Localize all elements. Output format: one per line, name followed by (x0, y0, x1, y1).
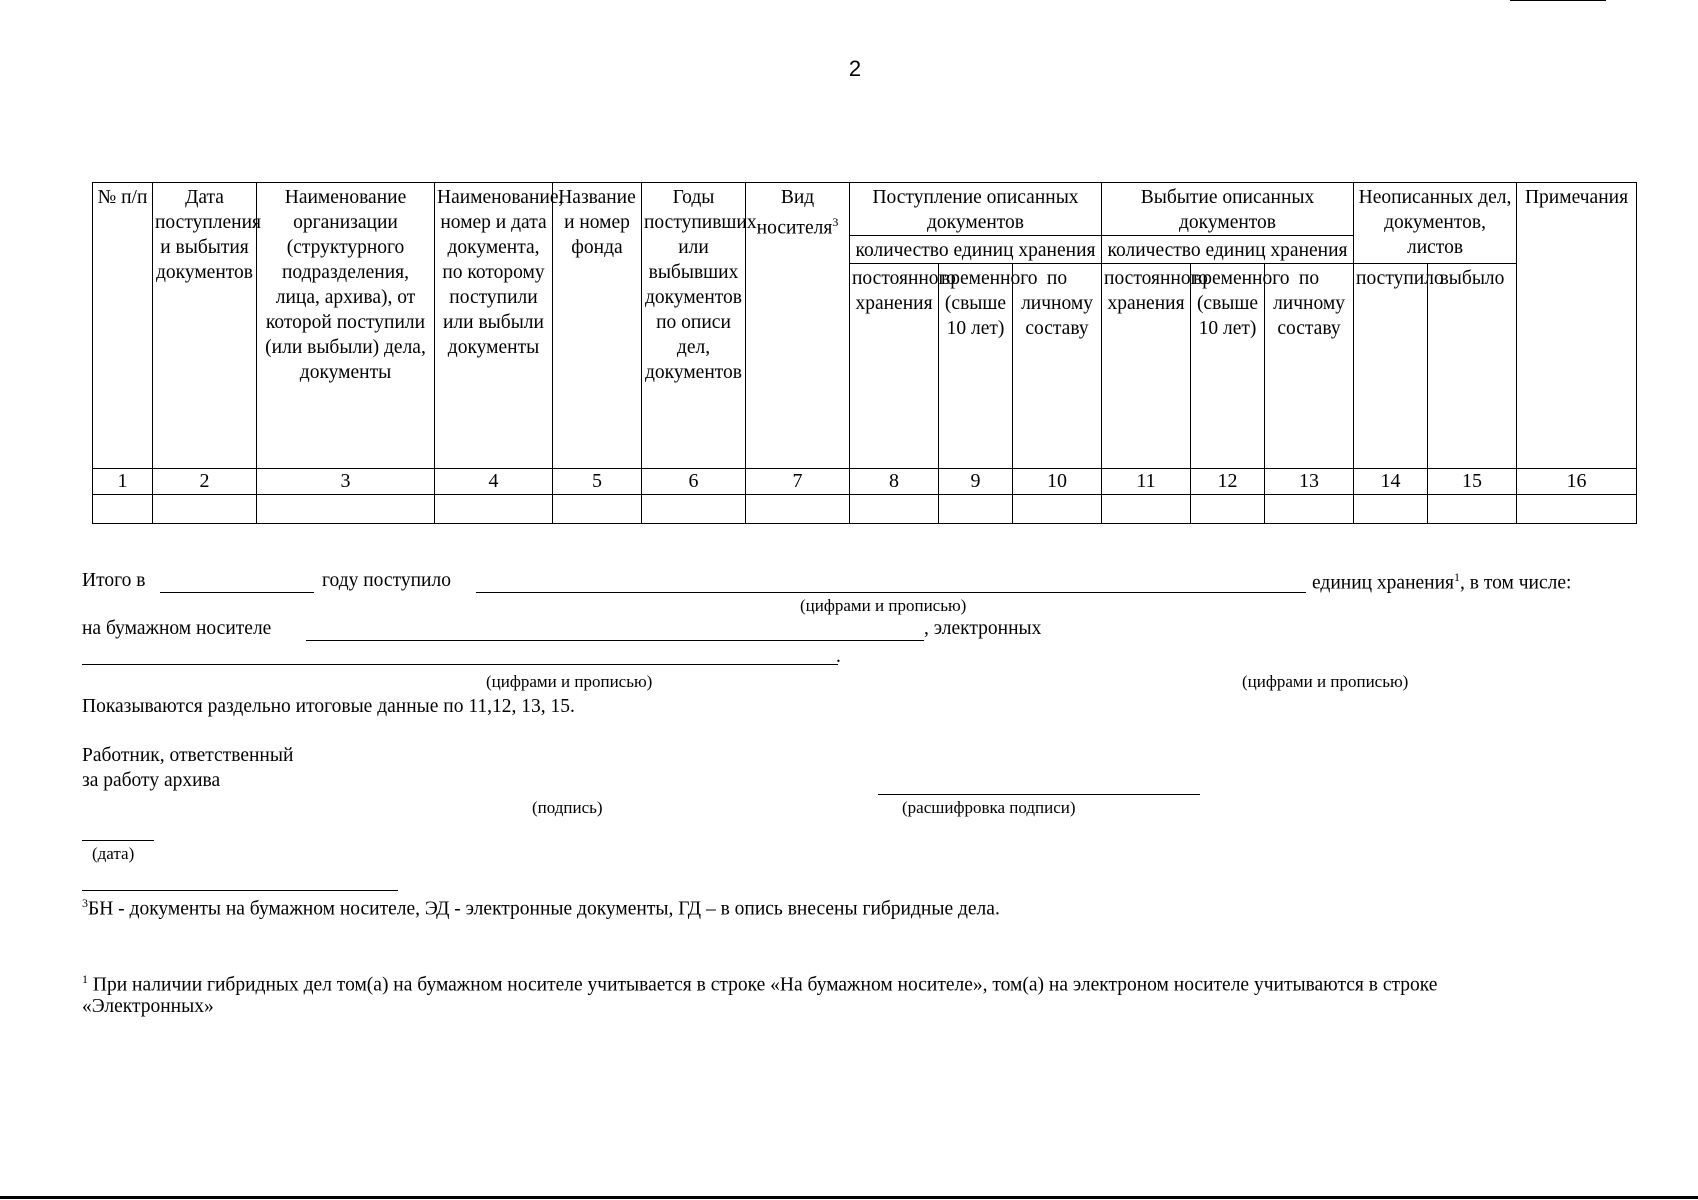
table-cell[interactable] (153, 495, 257, 524)
col-number: 10 (1013, 469, 1102, 495)
totals-itogo-label: Итого в (82, 570, 146, 591)
electronic-blank-line[interactable] (82, 664, 838, 665)
table-cell[interactable] (257, 495, 435, 524)
table-cell[interactable] (553, 495, 642, 524)
header-group-departure: Выбытие описанных документов (1102, 183, 1354, 236)
col-number: 2 (153, 469, 257, 495)
table-cell[interactable] (746, 495, 850, 524)
year-blank-line[interactable] (160, 592, 314, 593)
header-col-4: Наименование, номер и дата документа, по которому поступили или выбыли документы (435, 183, 553, 469)
col-number: 8 (850, 469, 939, 495)
signature-decode-hint: (расшифровка подписи) (902, 798, 1076, 817)
electronic-hint: (цифрами и прописью) (1242, 672, 1409, 691)
signature-hint: (подпись) (532, 798, 603, 817)
col-number: 14 (1354, 469, 1428, 495)
table-cell[interactable] (1102, 495, 1191, 524)
electronic-period: . (836, 646, 841, 667)
col-number: 12 (1191, 469, 1265, 495)
responsible-label-line1: Работник, ответственный (82, 745, 294, 766)
footnote-3: $^3$БН - документы на бумажном носителе, ЭД - электронные документы, ГД – в опись внесены гибридные дела. (82, 896, 1000, 920)
separate-totals-note: Показываются раздельно итоговые данные по 11,12, 13, 15. (82, 696, 575, 717)
column-number-row (93, 469, 1637, 495)
header-col-6: Годы поступивших или выбывших документов по описи дел, документов (642, 183, 746, 469)
col-number: 7 (746, 469, 850, 495)
registration-table (92, 182, 1637, 524)
electronic-label: , электронных (924, 618, 1042, 639)
header-col-1: № п/п (93, 183, 153, 469)
page-number: 2 (848, 56, 862, 81)
table-cell[interactable] (93, 495, 153, 524)
header-arrival-count: количество единиц хранения (850, 236, 1102, 264)
col-number: 3 (257, 469, 435, 495)
header-group-undescribed: Неописанных дел, документов, листов (1354, 183, 1517, 264)
page-bottom-edge (0, 1196, 1698, 1199)
header-col-3: Наименование организации (структурного подразделения, лица, архива), от которой поступили (или выбыли) дела, документы (257, 183, 435, 469)
date-blank-line[interactable] (82, 840, 154, 841)
col-number: 4 (435, 469, 553, 495)
col-number: 16 (1517, 469, 1637, 495)
col-number: 5 (553, 469, 642, 495)
col-number: 1 (93, 469, 153, 495)
header-col-11: постоянного хранения (1102, 264, 1191, 469)
header-col-14: поступило (1354, 264, 1428, 469)
table-cell[interactable] (435, 495, 553, 524)
table-cell[interactable] (1265, 495, 1354, 524)
header-group-arrival: Поступление описанных документов (850, 183, 1102, 236)
footnote-separator (82, 890, 398, 891)
col-number: 9 (939, 469, 1013, 495)
table-cell[interactable] (1191, 495, 1265, 524)
paper-blank-line[interactable] (306, 640, 924, 641)
paper-label: на бумажном носителе (82, 618, 272, 639)
empty-data-row[interactable] (93, 495, 1637, 524)
total-count-hint: (цифрами и прописью) (800, 596, 967, 615)
header-col-13: по личному составу (1265, 264, 1354, 469)
table-cell[interactable] (1013, 495, 1102, 524)
paper-hint: (цифрами и прописью) (486, 672, 653, 691)
totals-units-label: единиц хранения$^1$, в том числе: (1312, 570, 1572, 594)
header-col-12: временного (свыше 10 лет) (1191, 264, 1265, 469)
header-departure-count: количество единиц хранения (1102, 236, 1354, 264)
col-number: 15 (1428, 469, 1517, 495)
table-cell[interactable] (1428, 495, 1517, 524)
header-col-7: Вид носителя$^3$ (746, 183, 850, 469)
header-col-8: постоянного хранения (850, 264, 939, 469)
header-col-5: Название и номер фонда (553, 183, 642, 469)
header-col-15: выбыло (1428, 264, 1517, 469)
total-count-blank-line[interactable] (476, 592, 1306, 593)
table-cell[interactable] (1517, 495, 1637, 524)
col-number: 13 (1265, 469, 1354, 495)
header-col-9: временного (свыше 10 лет) (939, 264, 1013, 469)
header-col-10: по личному составу (1013, 264, 1102, 469)
col-number: 11 (1102, 469, 1191, 495)
col-number: 6 (642, 469, 746, 495)
header-col-16: Примечания (1517, 183, 1637, 469)
header-col-2: Дата поступления и выбытия документов (153, 183, 257, 469)
footnote-1-line2: «Электронных» (82, 996, 214, 1017)
footnote-1-line1: $^1$ При наличии гибридных дел том(а) на бумажном носителе учитывается в строке «На бумажном носителе», том(а) на электроном носителе учитываются в строке (82, 972, 1438, 996)
table-cell[interactable] (642, 495, 746, 524)
table-cell[interactable] (1354, 495, 1428, 524)
signature-decode-line[interactable] (878, 794, 1200, 795)
top-corner-rule (1510, 0, 1606, 1)
table-cell[interactable] (939, 495, 1013, 524)
responsible-label-line2: за работу архива (82, 770, 221, 791)
date-hint: (дата) (92, 844, 135, 863)
table-cell[interactable] (850, 495, 939, 524)
totals-year-label: году поступило (322, 570, 451, 591)
